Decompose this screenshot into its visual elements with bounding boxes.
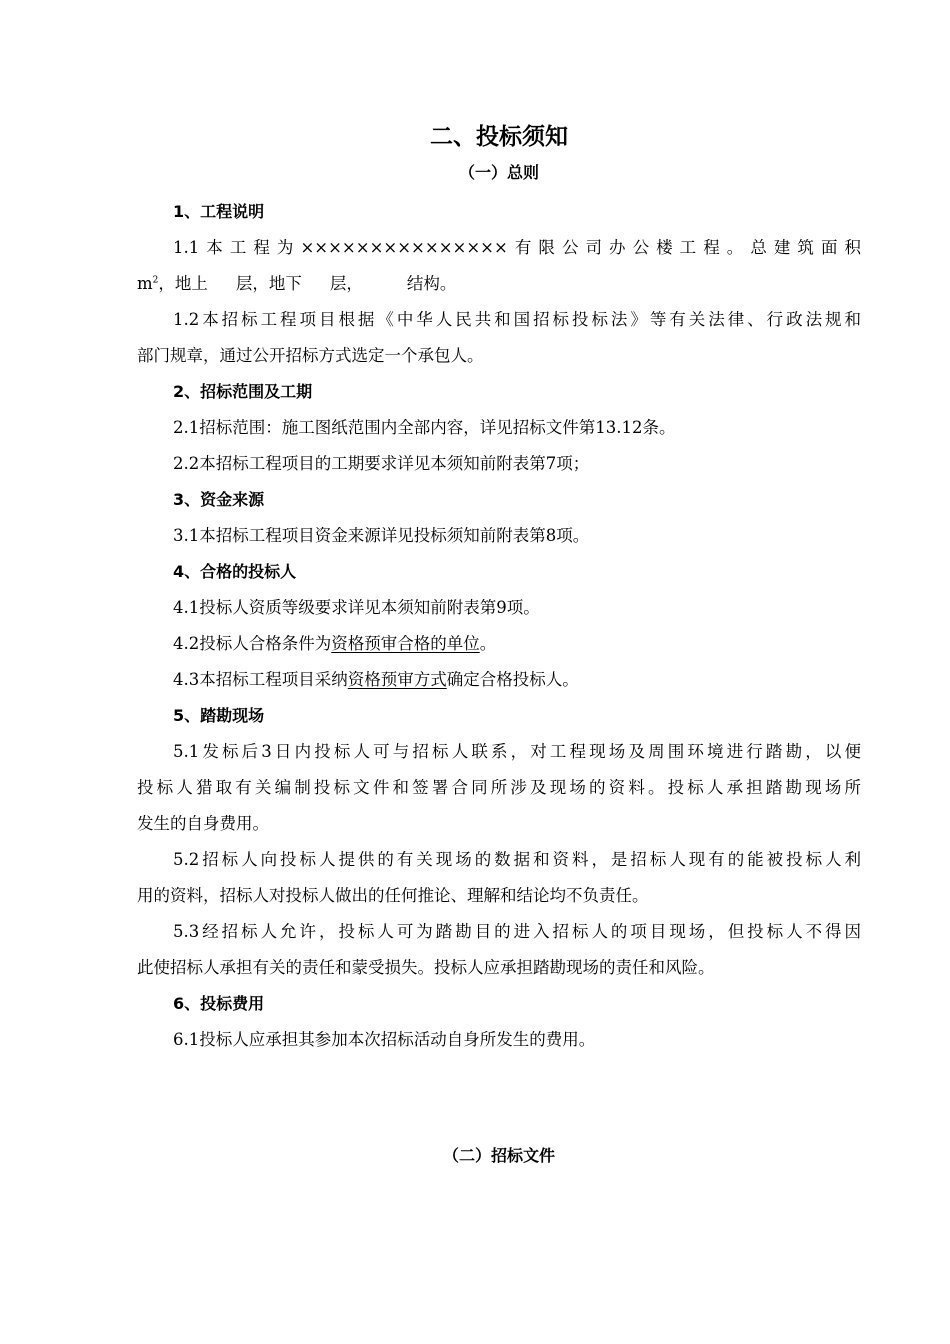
paragraph-5-1-line-1: 5.1发标后3日内投标人可与招标人联系，对工程现场及周围环境进行踏勘，以便 [173, 742, 861, 761]
paragraph-4-3 [137, 662, 861, 698]
paragraph-1-1-line-1: 1.1本工程为×××××××××××××××有限公司办公楼工程。总建筑面积 [173, 238, 861, 257]
heading-site-visit: 5、踏勘现场 [173, 706, 265, 725]
paragraph-4-1: 4.1投标人资质等级要求详见本须知前附表第9项。 [173, 598, 540, 617]
paragraph-1-2-line-2: 部门规章，通过公开招标方式选定一个承包人。 [137, 346, 484, 365]
floors-unit-label: 层， [329, 274, 363, 293]
paragraph-2-1: 2.1招标范围：施工图纸范围内全部内容，详见招标文件第13.12条。 [173, 418, 676, 437]
document-body [137, 194, 861, 1058]
paragraph-5-3-line-1: 5.3经招标人允许，投标人可为踏勘目的进入招标人的项目现场，但投标人不得因 [173, 922, 861, 941]
paragraph-5-3-line-2: 此使招标人承担有关的责任和蒙受损失。投标人应承担踏勘现场的责任和风险。 [137, 958, 715, 977]
paragraph-1-1-line-2 [137, 266, 861, 302]
paragraph-5-2-line-2: 用的资料，招标人对投标人做出的任何推论、理解和结论均不负责任。 [137, 886, 649, 905]
floors-below-label: 层，地下 [235, 274, 302, 293]
heading-qualified-bidders: 4、合格的投标人 [173, 562, 297, 581]
heading-bidding-costs: 6、投标费用 [173, 994, 265, 1013]
area-unit-superscript: 2 [152, 275, 159, 286]
paragraph-4-2-text: 4.2投标人合格条件为 [173, 634, 332, 653]
paragraph-5-1-line-2: 投标人猎取有关编制投标文件和签署合同所涉及现场的资料。投标人承担踏勘现场所 [137, 778, 861, 797]
paragraph-5-2-line-1: 5.2招标人向投标人提供的有关现场的数据和资料，是招标人现有的能被投标人利 [173, 850, 861, 869]
paragraph-3-1: 3.1本招标工程项目资金来源详见投标须知前附表第8项。 [173, 526, 590, 545]
page-title: 二、投标须知 [430, 124, 568, 150]
paragraph-2-2: 2.2本招标工程项目的工期要求详见本须知前附表第7项； [173, 454, 590, 473]
underlined-qualification: 资格预审合格的单位 [331, 634, 480, 653]
underlined-prequalification-method: 资格预审方式 [347, 670, 447, 689]
structure-label: 结构。 [406, 274, 457, 293]
paragraph-4-2-end: 。 [479, 634, 497, 653]
section-title-general: （一）总则 [458, 163, 539, 182]
paragraph-5-1-line-3: 发生的自身费用。 [137, 814, 269, 833]
paragraph-6-1: 6.1投标人应承担其参加本次招标活动自身所发生的费用。 [173, 1030, 596, 1049]
heading-scope-and-schedule: 2、招标范围及工期 [173, 382, 313, 401]
heading-project-description: 1、工程说明 [173, 202, 265, 221]
paragraph-4-3-end: 确定合格投标人。 [446, 670, 579, 689]
section-title-tender-documents: （二）招标文件 [442, 1146, 555, 1165]
area-unit: m [137, 274, 153, 293]
paragraph-4-3-text: 4.3本招标工程项目采纳 [173, 670, 348, 689]
heading-funding-source: 3、资金来源 [173, 490, 265, 509]
paragraph-1-2-line-1: 1.2本招标工程项目根据《中华人民共和国招标投标法》等有关法律、行政法规和 [173, 310, 861, 329]
floors-above-label: ，地上 [158, 274, 208, 293]
paragraph-4-2 [137, 626, 861, 662]
